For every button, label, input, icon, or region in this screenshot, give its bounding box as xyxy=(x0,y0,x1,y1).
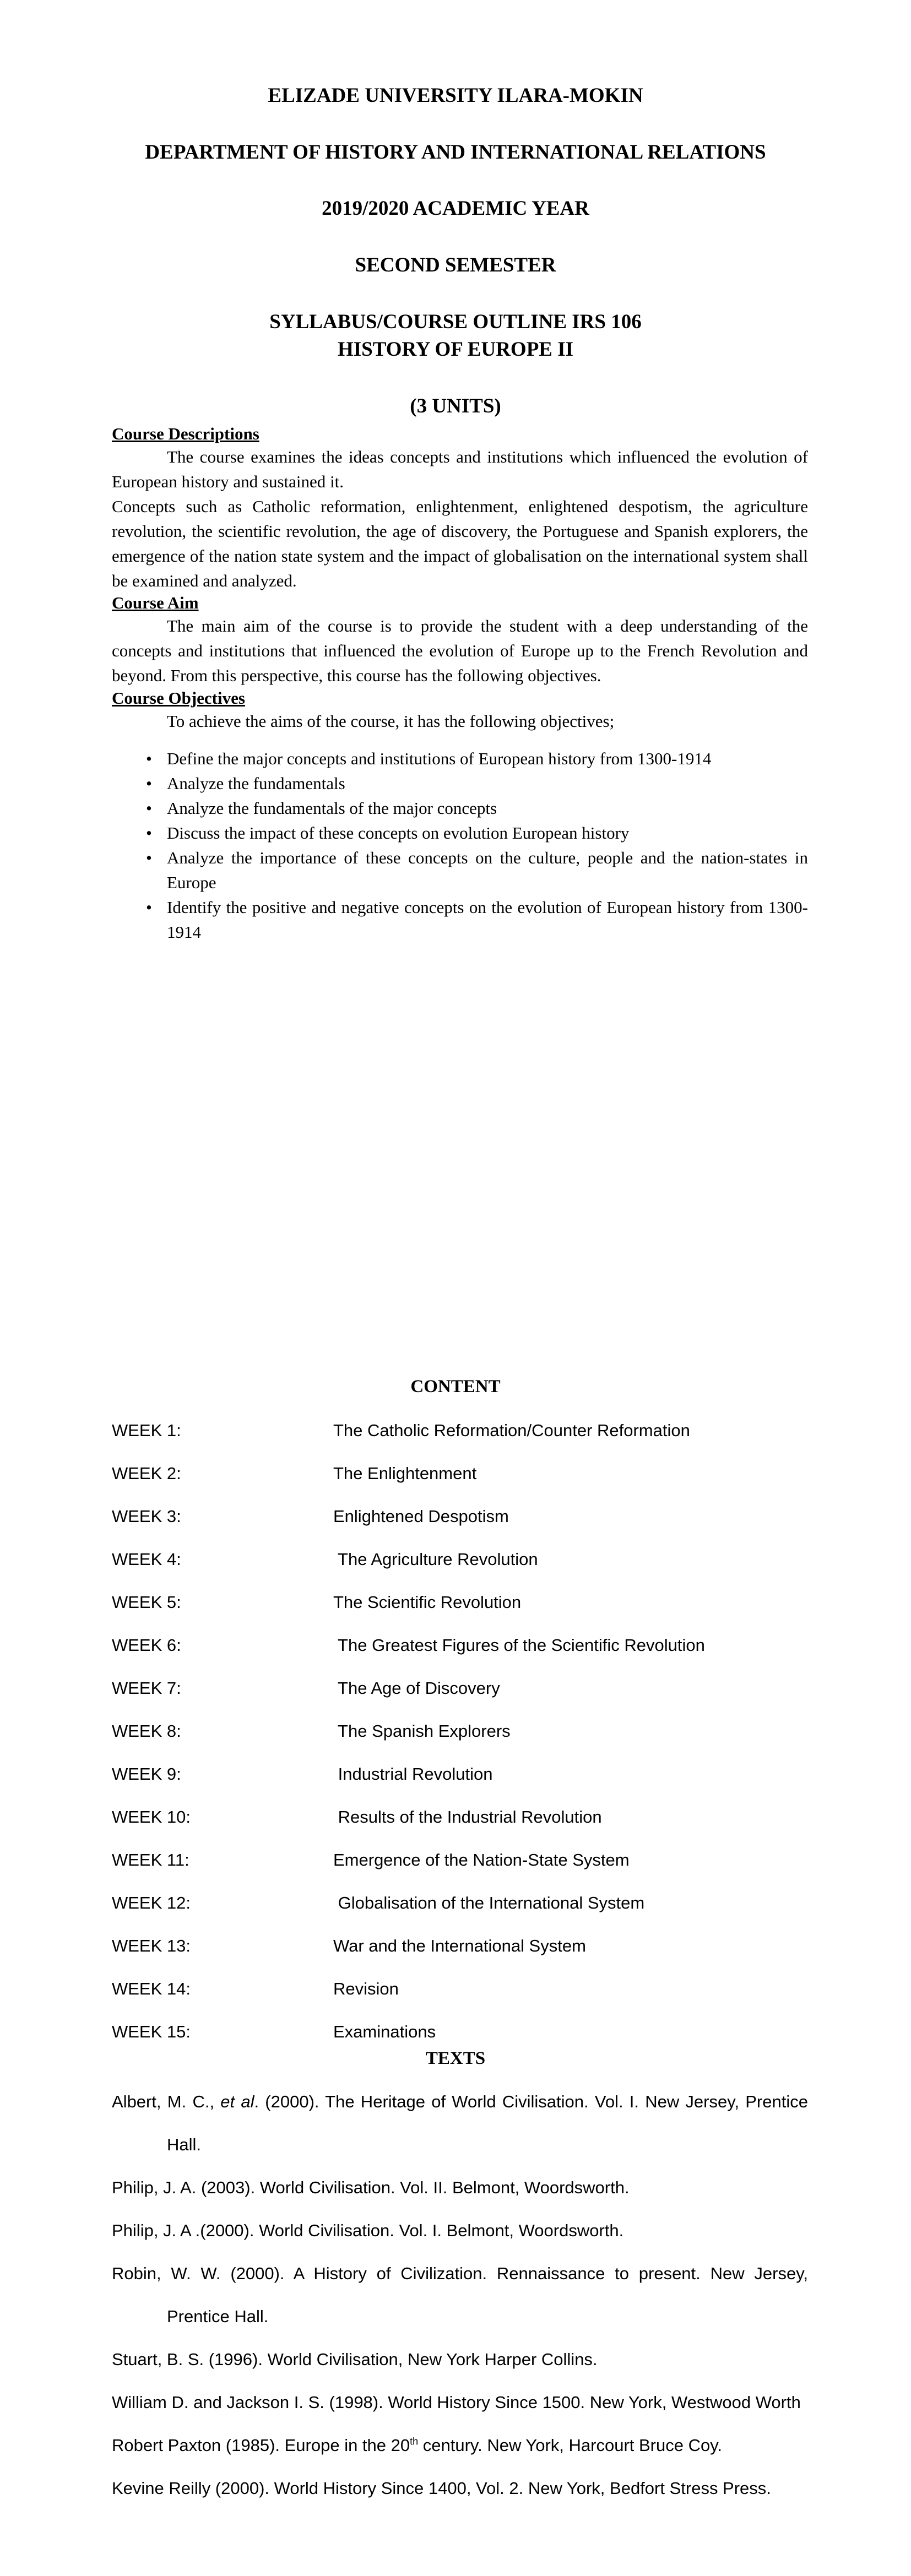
list-item xyxy=(112,771,808,796)
reference-item: Philip, J. A .(2000). World Civilisation. Vol. I. Belmont, Woordsworth. xyxy=(112,2221,624,2240)
week-row xyxy=(112,1936,808,1979)
week-label: WEEK 1: xyxy=(112,1421,181,1440)
list-item xyxy=(112,746,808,771)
week-row xyxy=(112,1593,808,1635)
objective-text: Analyze the fundamentals of the major concepts xyxy=(167,798,497,818)
week-row xyxy=(112,1764,808,1807)
department-name: DEPARTMENT OF HISTORY AND INTERNATIONAL RELATIONS xyxy=(145,141,766,164)
content-heading: CONTENT xyxy=(410,1377,501,1396)
list-item xyxy=(112,845,808,895)
week-row xyxy=(112,1807,808,1850)
week-topic: Globalisation of the International System xyxy=(333,1893,645,1912)
reference-author: Albert, M. C., xyxy=(112,2092,221,2111)
week-label: WEEK 2: xyxy=(112,1464,181,1483)
week-topic: Enlightened Despotism xyxy=(333,1507,509,1526)
week-label: WEEK 12: xyxy=(112,1893,191,1912)
week-row xyxy=(112,1635,808,1678)
week-label: WEEK 8: xyxy=(112,1721,181,1741)
objective-text: Define the major concepts and institutions of European history from 1300-1914 xyxy=(167,749,712,768)
week-row xyxy=(112,1893,808,1936)
academic-year: 2019/2020 ACADEMIC YEAR xyxy=(322,197,589,220)
week-topic: War and the International System xyxy=(333,1936,586,1955)
objectives-intro-text: To achieve the aims of the course, it has the following objectives; xyxy=(167,711,615,731)
week-topic: Examinations xyxy=(333,2022,436,2041)
list-item xyxy=(112,820,808,845)
objectives-list xyxy=(112,746,808,944)
list-item xyxy=(112,895,808,944)
reference-item xyxy=(112,2424,808,2467)
reference-item: Philip, J. A. (2003). World Civilisation. Vol. II. Belmont, Woordsworth. xyxy=(112,2178,630,2197)
week-row xyxy=(112,1421,808,1464)
descriptions-paragraph-2 xyxy=(112,494,808,593)
reference-text: Robert Paxton (1985). Europe in the 20 xyxy=(112,2436,410,2455)
objective-text: Identify the positive and negative concepts on the evolution of European history from 1300-1914 xyxy=(167,898,808,942)
week-label: WEEK 7: xyxy=(112,1678,181,1698)
week-row xyxy=(112,1678,808,1721)
course-title: HISTORY OF EUROPE II xyxy=(337,338,574,361)
objectives-intro xyxy=(112,709,808,733)
week-topic: The Catholic Reformation/Counter Reformation xyxy=(333,1421,690,1440)
aim-paragraph xyxy=(112,613,808,688)
week-topic: The Spanish Explorers xyxy=(333,1721,511,1741)
reference-et-al: et al xyxy=(220,2092,254,2111)
week-label: WEEK 14: xyxy=(112,1979,191,1998)
week-label: WEEK 5: xyxy=(112,1593,181,1612)
objective-text: Analyze the fundamentals xyxy=(167,774,345,793)
semester: SECOND SEMESTER xyxy=(355,254,556,276)
week-label: WEEK 10: xyxy=(112,1807,191,1827)
week-topic: The Age of Discovery xyxy=(333,1678,500,1698)
week-label: WEEK 6: xyxy=(112,1635,181,1655)
bullet-icon: • xyxy=(146,823,152,843)
bullet-icon: • xyxy=(146,798,152,818)
week-schedule xyxy=(112,1421,808,2065)
week-topic: The Scientific Revolution xyxy=(333,1593,522,1612)
week-topic: The Agriculture Revolution xyxy=(333,1550,538,1569)
week-label: WEEK 13: xyxy=(112,1936,191,1955)
bullet-icon: • xyxy=(146,749,152,768)
bullet-icon: • xyxy=(146,848,152,867)
objectives-heading: Course Objectives xyxy=(112,688,245,708)
course-code-line: SYLLABUS/COURSE OUTLINE IRS 106 xyxy=(269,311,642,333)
university-name: ELIZADE UNIVERSITY ILARA-MOKIN xyxy=(268,84,643,107)
aim-text: The main aim of the course is to provide the student with a deep understanding of the concepts and institutions that influenced the evolution of Europe up to the French Revolution and beyond. From this perspective, this course has the following objectives. xyxy=(112,616,808,685)
week-topic: The Enlightenment xyxy=(333,1464,477,1483)
reference-item: William D. and Jackson I. S. (1998). World History Since 1500. New York, Westwood Worth xyxy=(112,2393,801,2412)
descriptions-text-2: Concepts such as Catholic reformation, enlightenment, enlightened despotism, the agriculture revolution, the scientific revolution, the age of discovery, the Portuguese and Spanish explorers, the emergence of the nation state system and the impact of globalisation on the international system shall be examined and analyzed. xyxy=(112,497,808,590)
week-row xyxy=(112,1850,808,1893)
bullet-icon: • xyxy=(146,774,152,793)
week-row xyxy=(112,1507,808,1550)
week-row xyxy=(112,1979,808,2022)
week-label: WEEK 9: xyxy=(112,1764,181,1784)
week-topic: Results of the Industrial Revolution xyxy=(333,1807,602,1827)
reference-item: Kevine Reilly (2000). World History Since 1400, Vol. 2. New York, Bedfort Stress Press. xyxy=(112,2479,771,2498)
week-label: WEEK 3: xyxy=(112,1507,181,1526)
week-label: WEEK 15: xyxy=(112,2022,191,2041)
reference-item: Stuart, B. S. (1996). World Civilisation, New York Harper Collins. xyxy=(112,2350,598,2369)
week-row xyxy=(112,1721,808,1764)
week-topic: Emergence of the Nation-State System xyxy=(333,1850,630,1869)
texts-heading: TEXTS xyxy=(425,2048,486,2068)
reference-text-rest: century. New York, Harcourt Bruce Coy. xyxy=(418,2436,723,2455)
descriptions-text-1: The course examines the ideas concepts and institutions which influenced the evolution of European history and sustained it. xyxy=(112,447,808,491)
course-units: (3 UNITS) xyxy=(410,395,501,417)
week-topic: Revision xyxy=(333,1979,399,1998)
objective-text: Discuss the impact of these concepts on evolution European history xyxy=(167,823,630,843)
week-topic: The Greatest Figures of the Scientific Revolution xyxy=(333,1635,705,1655)
reference-item xyxy=(112,2080,808,2166)
aim-heading: Course Aim xyxy=(112,593,199,612)
bullet-icon: • xyxy=(146,898,152,917)
reference-rest: . (2000). The Heritage of World Civilisation. Vol. I. New Jersey, Prentice Hall. xyxy=(167,2092,808,2154)
week-label: WEEK 11: xyxy=(112,1850,189,1869)
week-row xyxy=(112,1464,808,1507)
week-row xyxy=(112,1550,808,1593)
week-topic: Industrial Revolution xyxy=(333,1764,493,1784)
list-item xyxy=(112,796,808,820)
reference-superscript: th xyxy=(410,2436,419,2447)
descriptions-paragraph-1 xyxy=(112,444,808,494)
reference-list xyxy=(112,2080,808,2510)
objective-text: Analyze the importance of these concepts on the culture, people and the nation-states in Europe xyxy=(167,848,808,892)
descriptions-heading: Course Descriptions xyxy=(112,424,259,443)
reference-item: Robin, W. W. (2000). A History of Civilization. Rennaissance to present. New Jersey, Prentice Hall. xyxy=(112,2264,808,2326)
week-label: WEEK 4: xyxy=(112,1550,181,1569)
